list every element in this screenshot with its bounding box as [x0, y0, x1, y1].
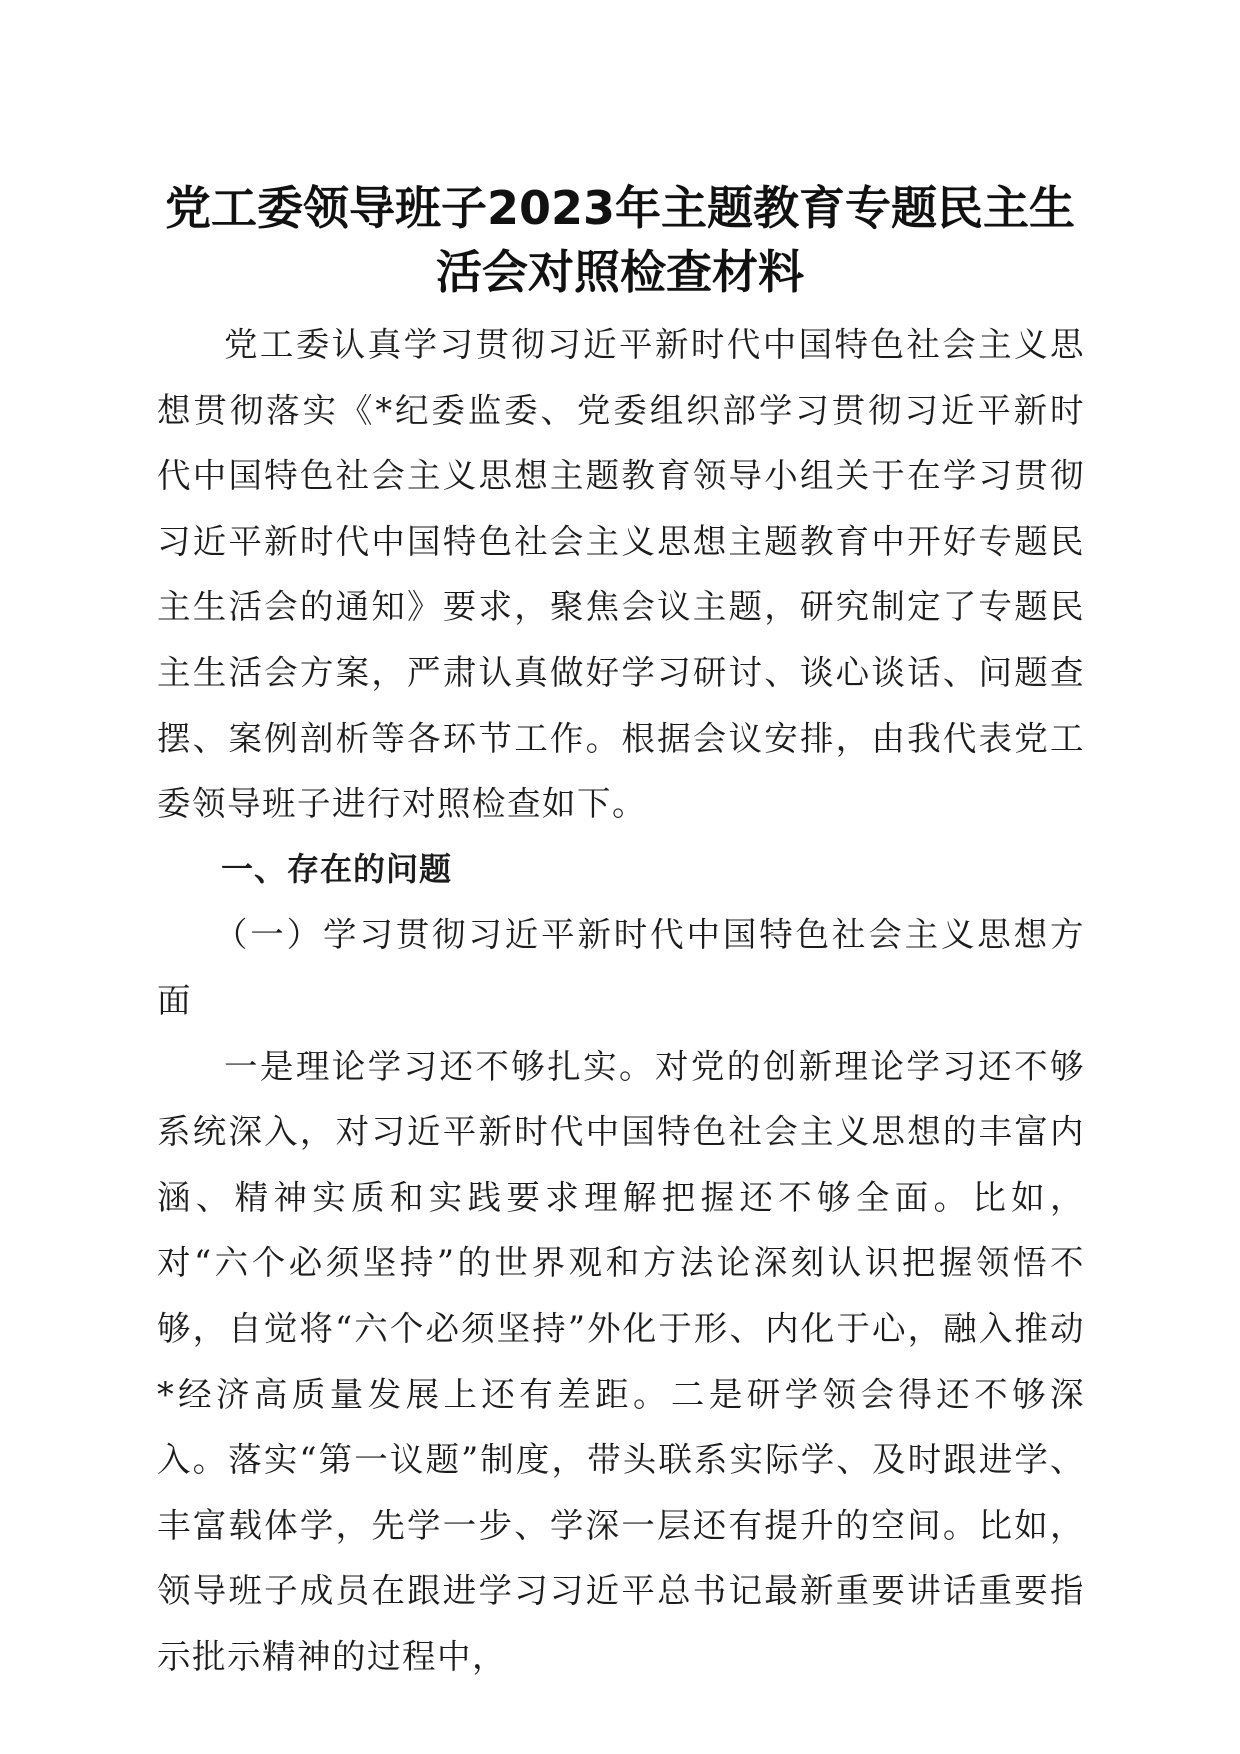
document-title-line-2: 活会对照检查材料	[436, 245, 804, 299]
document-body	[157, 312, 1085, 1689]
body-paragraph: 一是理论学习还不够扎实。对党的创新理论学习还不够系统深入，对习近平新时代中国特色社会主义思想的丰富内涵、精神实质和实践要求理解把握还不够全面。比如，对“六个必须坚持”的世界观和方法论深刻认识把握领悟不够，自觉将“六个必须坚持”外化于形、内化于心，融入推动*经济高质量发展上还有差距。二是研学领会得还不够深入。落实“第一议题”制度，带头联系实际学、及时跟进学、丰富载体学，先学一步、学深一层还有提升的空间。比如，领导班子成员在跟进学习习近平总书记最新重要讲话重要指示批示精神的过程中，	[157, 1046, 1085, 1676]
subsection-heading-study: （一）学习贯彻习近平新时代中国特色社会主义思想方面	[157, 915, 1085, 1020]
intro-paragraph: 党工委认真学习贯彻习近平新时代中国特色社会主义思想贯彻落实《*纪委监委、党委组织部学习贯彻习近平新时代中国特色社会主义思想主题教育领导小组关于在学习贯彻习近平新时代中国特色社会主义思想主题教育中开好专题民主生活会的通知》要求，聚焦会议主题，研究制定了专题民主生活会方案，严肃认真做好学习研讨、谈心谈话、问题查摆、案例剖析等各环节工作。根据会议安排，由我代表党工委领导班子进行对照检查如下。	[157, 325, 1085, 824]
document-title-line-1: 党工委领导班子2023年主题教育专题民主生	[164, 181, 1076, 235]
section-heading-problems: 一、存在的问题	[221, 849, 453, 888]
